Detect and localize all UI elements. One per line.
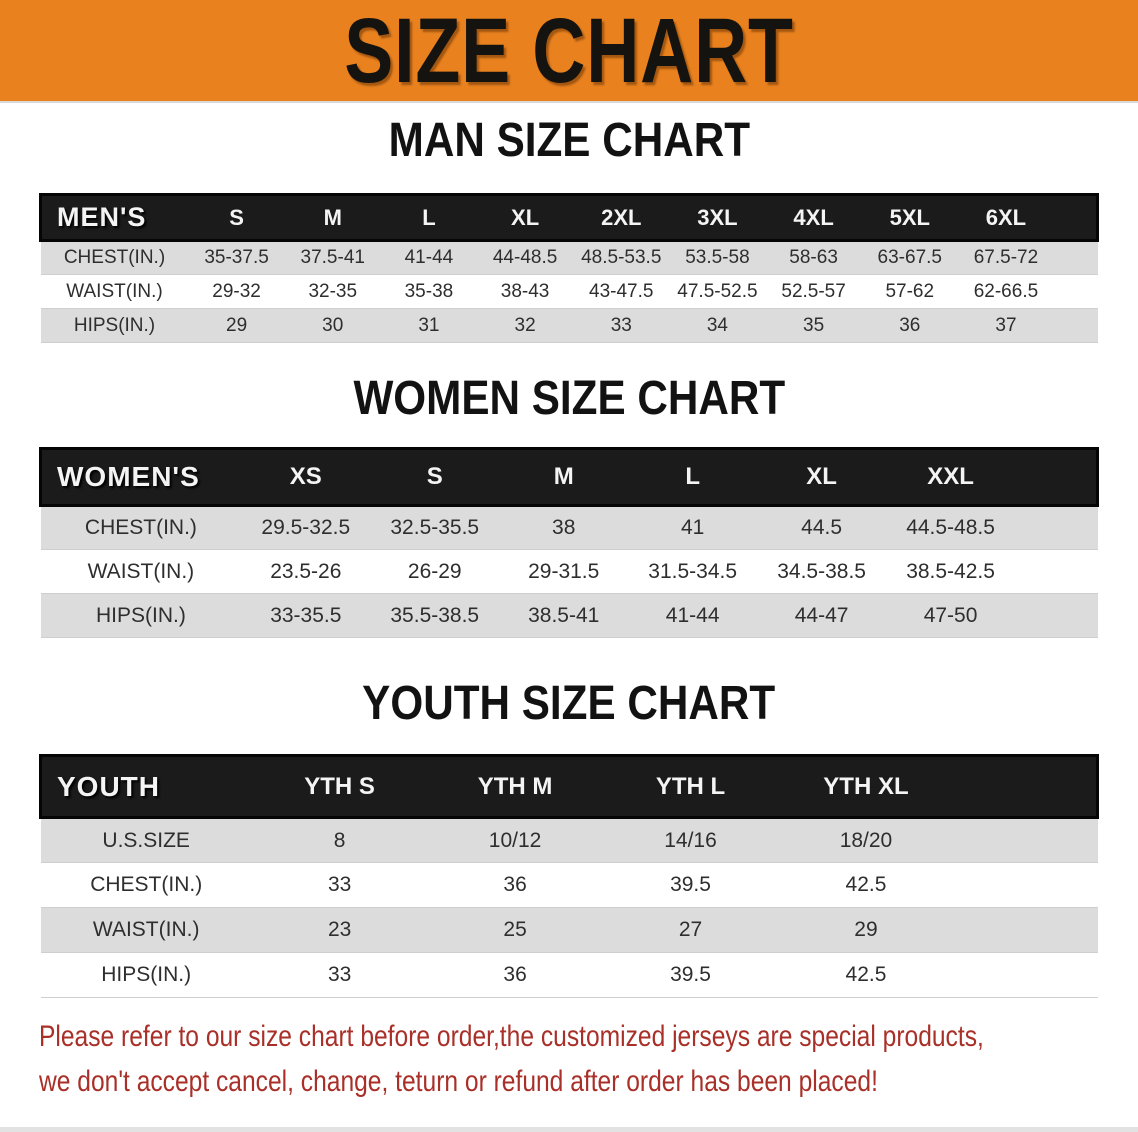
disclaimer — [39, 1014, 1138, 1104]
measurement-value: 34.5-38.5 — [757, 550, 886, 594]
size-column-header: S — [370, 449, 499, 506]
men-size-table-wrap — [39, 193, 1099, 343]
measurement-row — [41, 275, 1098, 309]
row-spacer-cell — [954, 863, 1098, 908]
size-column-header: YTH S — [252, 756, 427, 818]
men-size-table — [39, 193, 1099, 343]
size-column-header: L — [381, 195, 477, 241]
measurement-row — [41, 908, 1098, 953]
measurement-row — [41, 241, 1098, 275]
measurement-value: 25 — [427, 908, 602, 953]
measurement-row — [41, 506, 1098, 550]
youth-size-table — [39, 754, 1099, 998]
measurement-value: 33 — [573, 309, 669, 343]
size-column-header: XL — [757, 449, 886, 506]
size-column-header: YTH L — [603, 756, 778, 818]
measurement-value: 32-35 — [285, 275, 381, 309]
men-section-heading-text: MAN SIZE CHART — [388, 114, 750, 167]
measurement-value: 42.5 — [778, 863, 953, 908]
measurement-value: 41-44 — [628, 594, 757, 638]
size-column-header: 5XL — [862, 195, 958, 241]
measurement-value: 35.5-38.5 — [370, 594, 499, 638]
measurement-value: 52.5-57 — [766, 275, 862, 309]
measurement-value: 36 — [427, 953, 602, 998]
measurement-value: 29 — [778, 908, 953, 953]
header-spacer-cell — [1015, 449, 1097, 506]
disclaimer-line-2: we don't accept cancel, change, teturn or refund after order has been placed! — [39, 1065, 878, 1098]
size-column-header: YTH M — [427, 756, 602, 818]
measurement-value: 23.5-26 — [241, 550, 370, 594]
measurement-label: WAIST(IN.) — [41, 550, 242, 594]
measurement-value: 62-66.5 — [958, 275, 1054, 309]
measurement-label: HIPS(IN.) — [41, 309, 189, 343]
measurement-value: 29-31.5 — [499, 550, 628, 594]
measurement-label: CHEST(IN.) — [41, 863, 252, 908]
measurement-value: 41-44 — [381, 241, 477, 275]
measurement-value: 29.5-32.5 — [241, 506, 370, 550]
size-column-header: 4XL — [766, 195, 862, 241]
measurement-label: CHEST(IN.) — [41, 241, 189, 275]
measurement-value: 39.5 — [603, 863, 778, 908]
measurement-value: 29-32 — [188, 275, 284, 309]
measurement-row — [41, 550, 1098, 594]
measurement-label: CHEST(IN.) — [41, 506, 242, 550]
measurement-value: 44-47 — [757, 594, 886, 638]
header-spacer-cell — [954, 756, 1098, 818]
measurement-value: 23 — [252, 908, 427, 953]
measurement-value: 47.5-52.5 — [669, 275, 765, 309]
row-spacer-cell — [1015, 550, 1097, 594]
women-size-table — [39, 447, 1099, 638]
bottom-edge-strip — [0, 1127, 1138, 1132]
measurement-value: 53.5-58 — [669, 241, 765, 275]
size-column-header: 2XL — [573, 195, 669, 241]
row-spacer-cell — [1054, 241, 1097, 275]
measurement-value: 63-67.5 — [862, 241, 958, 275]
size-column-header: 3XL — [669, 195, 765, 241]
size-column-header: M — [285, 195, 381, 241]
size-header-row — [41, 756, 1098, 818]
measurement-value: 35-37.5 — [188, 241, 284, 275]
banner — [0, 0, 1138, 103]
measurement-label: WAIST(IN.) — [41, 275, 189, 309]
measurement-row — [41, 309, 1098, 343]
measurement-value: 58-63 — [766, 241, 862, 275]
table-label-header: WOMEN'S — [41, 449, 242, 506]
measurement-value: 33 — [252, 953, 427, 998]
measurement-value: 39.5 — [603, 953, 778, 998]
size-header-row — [41, 449, 1098, 506]
measurement-row — [41, 818, 1098, 863]
header-spacer-cell — [1054, 195, 1097, 241]
measurement-value: 34 — [669, 309, 765, 343]
measurement-value: 37 — [958, 309, 1054, 343]
women-section-heading — [0, 373, 1138, 425]
measurement-value: 36 — [427, 863, 602, 908]
measurement-label: HIPS(IN.) — [41, 594, 242, 638]
youth-size-table-wrap — [39, 754, 1099, 998]
measurement-value: 48.5-53.5 — [573, 241, 669, 275]
row-spacer-cell — [954, 908, 1098, 953]
measurement-value: 37.5-41 — [285, 241, 381, 275]
measurement-row — [41, 863, 1098, 908]
measurement-value: 44.5 — [757, 506, 886, 550]
table-label-header: YOUTH — [41, 756, 252, 818]
measurement-value: 29 — [188, 309, 284, 343]
women-section-heading-text: WOMEN SIZE CHART — [353, 372, 785, 425]
measurement-value: 35 — [766, 309, 862, 343]
row-spacer-cell — [954, 953, 1098, 998]
size-chart-content — [0, 115, 1138, 1104]
measurement-value: 44.5-48.5 — [886, 506, 1015, 550]
measurement-value: 31.5-34.5 — [628, 550, 757, 594]
men-section-heading — [0, 115, 1138, 167]
size-column-header: XL — [477, 195, 573, 241]
youth-section-heading — [0, 678, 1138, 730]
measurement-value: 42.5 — [778, 953, 953, 998]
measurement-value: 33 — [252, 863, 427, 908]
measurement-label: WAIST(IN.) — [41, 908, 252, 953]
measurement-value: 31 — [381, 309, 477, 343]
row-spacer-cell — [1054, 309, 1097, 343]
size-column-header: M — [499, 449, 628, 506]
youth-section-heading-text: YOUTH SIZE CHART — [362, 677, 776, 730]
row-spacer-cell — [954, 818, 1098, 863]
measurement-value: 18/20 — [778, 818, 953, 863]
measurement-value: 30 — [285, 309, 381, 343]
measurement-row — [41, 594, 1098, 638]
size-column-header: XS — [241, 449, 370, 506]
measurement-value: 57-62 — [862, 275, 958, 309]
measurement-value: 26-29 — [370, 550, 499, 594]
size-column-header: YTH XL — [778, 756, 953, 818]
disclaimer-line-1: Please refer to our size chart before order,the customized jerseys are special products, — [39, 1020, 984, 1053]
measurement-row — [41, 953, 1098, 998]
measurement-value: 27 — [603, 908, 778, 953]
measurement-value: 47-50 — [886, 594, 1015, 638]
measurement-value: 32.5-35.5 — [370, 506, 499, 550]
table-label-header: MEN'S — [41, 195, 189, 241]
row-spacer-cell — [1054, 275, 1097, 309]
measurement-value: 38.5-41 — [499, 594, 628, 638]
measurement-value: 8 — [252, 818, 427, 863]
measurement-value: 35-38 — [381, 275, 477, 309]
measurement-value: 38.5-42.5 — [886, 550, 1015, 594]
measurement-value: 41 — [628, 506, 757, 550]
measurement-value: 38 — [499, 506, 628, 550]
size-header-row — [41, 195, 1098, 241]
measurement-value: 44-48.5 — [477, 241, 573, 275]
measurement-value: 67.5-72 — [958, 241, 1054, 275]
measurement-value: 14/16 — [603, 818, 778, 863]
size-column-header: 6XL — [958, 195, 1054, 241]
measurement-value: 43-47.5 — [573, 275, 669, 309]
size-column-header: S — [188, 195, 284, 241]
women-size-table-wrap — [39, 447, 1099, 638]
size-column-header: XXL — [886, 449, 1015, 506]
measurement-label: HIPS(IN.) — [41, 953, 252, 998]
measurement-value: 36 — [862, 309, 958, 343]
row-spacer-cell — [1015, 506, 1097, 550]
measurement-value: 38-43 — [477, 275, 573, 309]
measurement-value: 32 — [477, 309, 573, 343]
measurement-label: U.S.SIZE — [41, 818, 252, 863]
row-spacer-cell — [1015, 594, 1097, 638]
measurement-value: 33-35.5 — [241, 594, 370, 638]
page-title: SIZE CHART — [344, 0, 794, 102]
size-column-header: L — [628, 449, 757, 506]
measurement-value: 10/12 — [427, 818, 602, 863]
